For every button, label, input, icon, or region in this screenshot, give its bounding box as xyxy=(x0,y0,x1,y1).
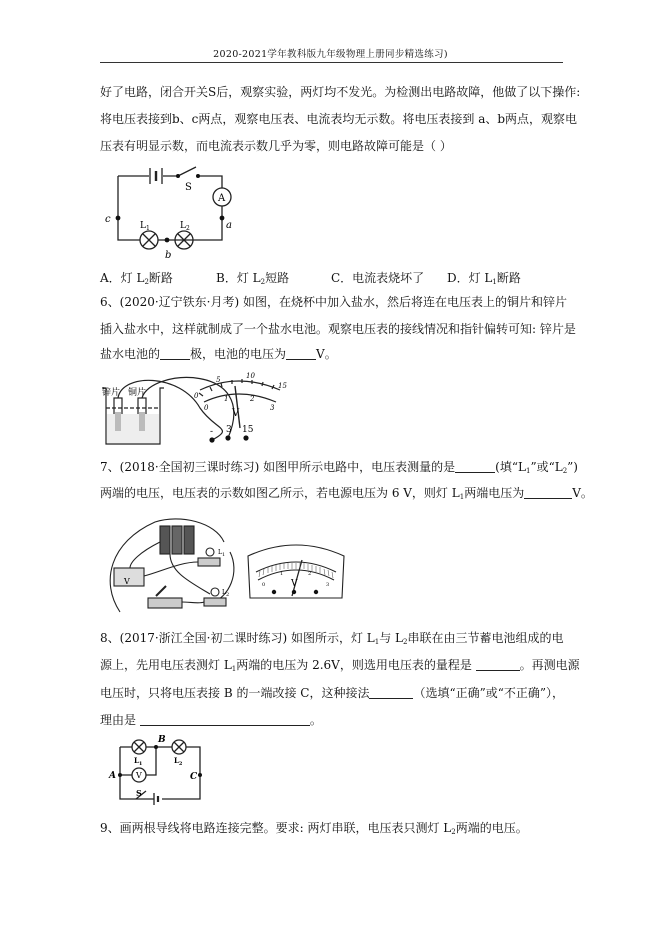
q7-blank-l1-voltage[interactable] xyxy=(524,484,572,499)
q6-line-1: 6、(2020·辽宁铁东·月考) 如图，在烧杯中加入盐水，然后将连在电压表上的铜片和锌片 xyxy=(100,295,567,309)
upper-tick-5: 5 xyxy=(216,376,221,384)
point-A-label: A xyxy=(109,771,116,781)
copper-plate-label: 铜片 xyxy=(128,388,147,398)
terminal-minus-label: - xyxy=(210,427,214,437)
upper-tick-0: 0 xyxy=(194,392,199,400)
q7-circuit-photo-figure xyxy=(100,512,240,622)
photo-voltmeter-label: V xyxy=(124,577,130,586)
q6-blank-voltage[interactable] xyxy=(286,345,316,360)
lower-tick-3: 3 xyxy=(270,404,275,412)
q8-blank-reason[interactable] xyxy=(140,711,310,726)
lower-tick-1: 1 xyxy=(224,395,229,403)
lower-tick-2: 2 xyxy=(250,395,255,403)
upper-tick-15: 15 xyxy=(278,382,287,390)
upper-tick-10: 10 xyxy=(246,372,255,380)
q8-blank-range[interactable] xyxy=(476,656,520,671)
point-C-label: C xyxy=(190,772,198,782)
dial-tick-2: 2 xyxy=(308,571,312,577)
ammeter-label: A xyxy=(218,193,226,204)
q8-l2-label: $L_2$ xyxy=(174,756,183,767)
q8-blank-correctness[interactable] xyxy=(369,684,413,699)
q5-option-a[interactable]: A．灯 $L_2$断路 xyxy=(100,271,173,286)
zinc-plate-label: 锌片 xyxy=(102,388,121,398)
q6-blank-pole[interactable] xyxy=(160,345,190,360)
q5-line-1: 好了电路，闭合开关S后，观察实验，两灯均不发光。为检测出电路故障，他做了以下操作: xyxy=(100,85,581,99)
dial-tick-0: 0 xyxy=(262,582,266,588)
q8-line-2: 源上，先用电压表测灯 $L_1$两端的电压为 2.6V，则选用电压表的量程是 。再测电源 xyxy=(100,658,580,673)
terminal-15-label: 15 xyxy=(242,425,254,435)
q6-line-2: 插入盐水中，这样就制成了一个盐水电池。观察电压表的接线情况和指针偏转可知: 锌片是 xyxy=(100,322,576,336)
lamp-l2-label: $L_2$ xyxy=(180,221,190,232)
q9-line-1: 9、画两根导线将电路连接完整。要求: 两灯串联，电压表只测灯 $L_2$两端的电压。 xyxy=(100,821,528,836)
point-c-label: c xyxy=(105,214,111,225)
q8-switch-label: S xyxy=(136,788,142,798)
q7-blank-measured[interactable] xyxy=(455,458,495,473)
q8-circuit-diagram xyxy=(100,733,215,808)
q7-line-1: 7、(2018·全国初三课时练习) 如图甲所示电路中，电压表测量的是 (填“$L_1$”或“$L_2$”) xyxy=(100,460,578,475)
point-B-label: B xyxy=(158,735,166,745)
point-a-label: a xyxy=(226,220,232,231)
q5-circuit-diagram xyxy=(100,160,250,265)
dial-tick-3: 3 xyxy=(326,582,330,588)
q7-line-2: 两端的电压，电压表的示数如图乙所示，若电源电压为 6 V，则灯 $L_1$两端电压为 V。 xyxy=(100,486,593,501)
q8-line-3: 电压时，只将电压表接 B 的一端改接 C，这种接法 （选填“正确”或“不正确”）， xyxy=(100,686,564,700)
q8-line-4: 理由是 。 xyxy=(100,713,322,727)
q6-line-3: 盐水电池的 极，电池的电压为 V。 xyxy=(100,347,337,361)
q7-voltmeter-dial xyxy=(246,536,346,610)
dial-tick-1: 1 xyxy=(280,571,284,577)
switch-label: S xyxy=(185,182,192,193)
q5-option-c[interactable]: C．电流表烧坏了 xyxy=(331,271,425,285)
header-divider xyxy=(100,62,563,63)
voltmeter-v-label: V xyxy=(232,408,240,419)
photo-l2-label: $L_2$ xyxy=(222,589,230,598)
lamp-l1-label: $L_1$ xyxy=(140,221,150,232)
q8-l1-label: $L_1$ xyxy=(134,756,143,767)
lower-tick-0: 0 xyxy=(204,404,209,412)
q8-voltmeter-label: V xyxy=(136,771,142,780)
q6-salt-water-battery-figure xyxy=(100,368,300,450)
q5-line-2: 将电压表接到b、c两点，观察电压表、电流表均无示数。将电压表接到 a、b两点，观察电 xyxy=(100,112,578,126)
dial-v-label: V xyxy=(291,579,298,589)
point-b-label: b xyxy=(165,250,172,261)
photo-l1-label: $L_1$ xyxy=(218,549,226,558)
q8-line-1: 8、(2017·浙江全国·初二课时练习) 如图所示，灯 $L_1$与 $L_2$串联在由三节蓄电池组成的电 xyxy=(100,631,564,646)
q5-line-3: 压表有明显示数，而电流表示数几乎为零，则电路故障可能是（ ） xyxy=(100,139,452,153)
page-header: 2020-2021学年教科版九年级物理上册同步精选练习) xyxy=(213,49,448,60)
terminal-3-label: 3 xyxy=(226,425,232,435)
q5-option-b[interactable]: B．灯 $L_2$短路 xyxy=(216,271,290,286)
q5-option-d[interactable]: D．灯 $L_1$断路 xyxy=(447,271,521,286)
